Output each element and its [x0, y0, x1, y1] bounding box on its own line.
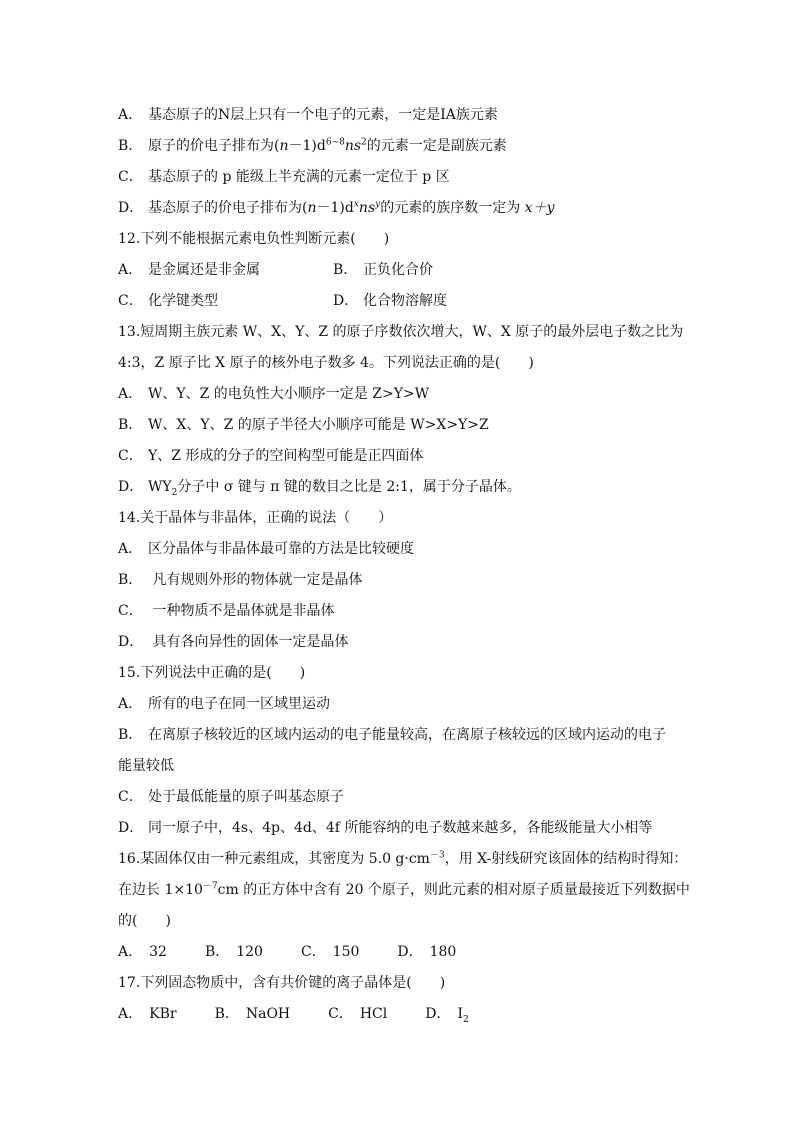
option-text: 正负化合价	[363, 262, 433, 278]
superscript: y	[375, 199, 381, 210]
option-label: B．	[118, 572, 143, 588]
stem-text: 16.某固体仅由一种元素组成，其密度为 5.0 g·cm	[118, 851, 430, 867]
subscript: 2	[463, 1014, 469, 1025]
q16-stem-line-1	[118, 844, 688, 875]
superscript: 2	[361, 137, 367, 148]
option-label: C．	[118, 448, 143, 464]
stem-text: 在边长 1×10	[118, 882, 203, 898]
math-ns: ns	[358, 200, 376, 216]
q14-option-b	[118, 565, 683, 596]
q12-option-d	[333, 286, 447, 317]
q16-options-row	[118, 937, 683, 968]
q13-stem-line-1: 13.短周期主族元素 W、X、Y、Z 的原子序数依次增大，W、X 原子的最外层电子数之比为	[118, 324, 684, 340]
q13-stem-line-2: 4:3，Z 原子比 X 原子的核外电子数多 4。下列说法正确的是( )	[118, 355, 534, 371]
q17-option-a: A． KBr	[118, 1006, 177, 1022]
q17-stem: 17.下列固态物质中，含有共价键的离子晶体是( )	[118, 975, 446, 991]
q16-option-b: B． 120	[204, 944, 263, 960]
math-minus: －1)d	[288, 138, 326, 154]
q13-option-b	[118, 410, 683, 441]
q16-stem-line-2	[118, 875, 690, 906]
math-ns: ns	[344, 138, 362, 154]
q15-stem: 15.下列说法中正确的是( )	[118, 665, 306, 681]
q15-option-c	[118, 782, 683, 813]
q16-option-c: C． 150	[300, 944, 360, 960]
option-label: A．	[118, 107, 143, 123]
q12-stem: 12.下列不能根据元素电负性判断元素( )	[118, 231, 390, 247]
option-text: 分子中 σ 键与 π 键的数目之比是 2:1，属于分子晶体。	[177, 479, 521, 495]
document-page	[118, 100, 690, 1030]
q11-option-c	[118, 162, 683, 193]
option-text: 是金属还是非金属	[148, 262, 260, 278]
option-label: B．	[118, 417, 143, 433]
option-label: B．	[118, 727, 143, 743]
stem-text: cm 的正方体中含有 20 个原子，则此元素的相对原子质量最接近下列数据中	[217, 882, 690, 898]
option-text: 化学键类型	[148, 293, 218, 309]
option-label: A．	[118, 386, 143, 402]
q16-stem-line-3: 的( )	[118, 913, 171, 929]
option-text: 区分晶体与非晶体最可靠的方法是比较硬度	[148, 541, 414, 557]
option-text: 基态原子的 p 能级上半充满的元素一定位于 p 区	[148, 169, 450, 185]
option-text: 处于最低能量的原子叫基态原子	[148, 789, 344, 805]
q14-option-d	[118, 627, 683, 658]
option-label: C．	[118, 603, 143, 619]
q14-stem: 14.关于晶体与非晶体，正确的说法（ ）	[118, 510, 393, 526]
q16-option-d: D． 180	[397, 944, 457, 960]
option-label: C．	[118, 293, 143, 309]
math-n: n	[307, 200, 317, 216]
option-text: 同一原子中，4s、4p、4d、4f 所能容纳的电子数越来越多，各能级能量大小相等	[148, 820, 653, 836]
q12-options-row-1	[118, 255, 683, 286]
q11-option-a	[118, 100, 683, 131]
option-label: A．	[118, 262, 143, 278]
option-text: W、X、Y、Z 的原子半径大小顺序可能是 W>X>Y>Z	[148, 417, 489, 433]
math-n: n	[279, 138, 289, 154]
option-label: C．	[118, 169, 143, 185]
option-label: A．	[118, 696, 143, 712]
superscript: －7	[202, 881, 218, 892]
q15-option-d	[118, 813, 683, 844]
option-text: Y、Z 形成的分子的空间构型可能是正四面体	[148, 448, 424, 464]
q16-option-a: A． 32	[118, 944, 167, 960]
q14-option-a	[118, 534, 683, 565]
option-label: A．	[118, 541, 143, 557]
option-label: B．	[118, 138, 143, 154]
q17-option-c: C． HCl	[328, 1006, 388, 1022]
q12-options-row-2	[118, 286, 683, 317]
formula-text: WY	[148, 479, 172, 495]
superscript: 6~8	[325, 137, 345, 148]
option-text: 基态原子的价电子排布为(	[148, 200, 308, 216]
q15-option-b-continued: 能量较低	[118, 758, 174, 774]
superscript: －3	[429, 850, 445, 861]
option-text: 基态原子的N层上只有一个电子的元素，一定是ⅠA族元素	[148, 107, 498, 123]
q13-option-c	[118, 441, 683, 472]
option-text: 一种物质不是晶体就是非晶体	[148, 603, 335, 619]
q17-option-d	[425, 999, 469, 1030]
q13-option-a	[118, 379, 683, 410]
q13-option-d	[118, 472, 683, 503]
stem-text: ，用 X-射线研究该固体的结构时得知：	[444, 851, 688, 867]
option-label: D．	[118, 479, 144, 495]
option-text: 的元素一定是副族元素	[366, 138, 507, 154]
formula-text: D． I	[425, 1006, 464, 1022]
option-label: D．	[118, 820, 144, 836]
math-minus: －1)d	[316, 200, 354, 216]
q15-option-b	[118, 720, 683, 751]
q17-option-b: B． NaOH	[214, 1006, 291, 1022]
option-text: 具有各向异性的固体一定是晶体	[148, 634, 349, 650]
q12-option-b	[333, 255, 433, 286]
option-text: 的元素的族序数一定为	[380, 200, 525, 216]
math-expression: x＋y	[524, 200, 555, 216]
option-label: D．	[118, 634, 144, 650]
q15-option-a	[118, 689, 683, 720]
option-label: C．	[118, 789, 143, 805]
option-label: B．	[333, 262, 358, 278]
option-text: 在离原子核较近的区域内运动的电子能量较高，在离原子核较远的区域内运动的电子	[148, 727, 666, 743]
option-label: D．	[333, 293, 359, 309]
option-text: 所有的电子在同一区域里运动	[148, 696, 330, 712]
subscript: 2	[171, 487, 178, 498]
q11-option-d	[118, 193, 683, 224]
option-label: D．	[118, 200, 144, 216]
option-text: 原子的价电子排布为(	[148, 138, 280, 154]
q17-options-row	[118, 999, 683, 1030]
option-text: 凡有规则外形的物体就一定是晶体	[148, 572, 363, 588]
option-text: W、Y、Z 的电负性大小顺序一定是 Z>Y>W	[148, 386, 430, 402]
superscript: x	[353, 199, 359, 210]
option-text: 化合物溶解度	[363, 293, 447, 309]
q14-option-c	[118, 596, 683, 627]
q11-option-b	[118, 131, 683, 162]
